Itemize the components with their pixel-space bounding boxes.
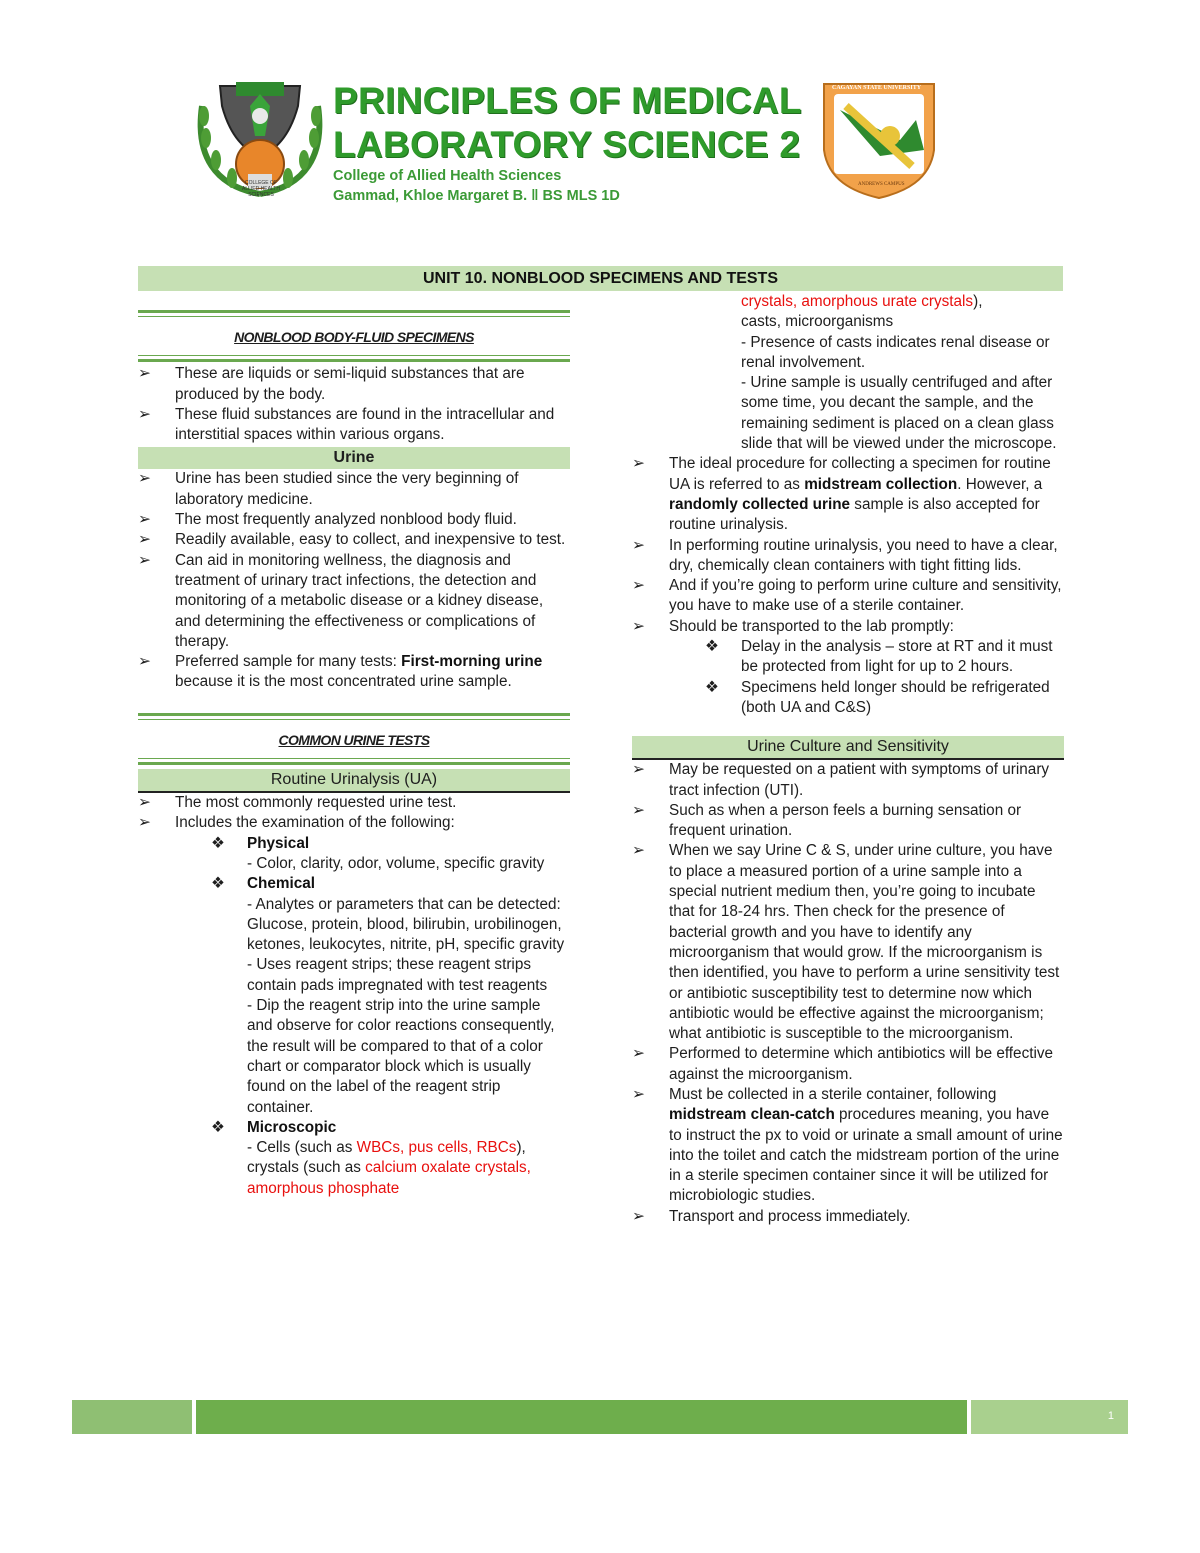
continued-detail: casts, microorganisms — [741, 313, 894, 331]
arrow-bullet-icon: ➢ — [138, 511, 151, 529]
list-item: ➢ These are liquids or semi-liquid substances that are produced by the body. — [138, 365, 525, 403]
arrow-bullet-icon: ➢ — [138, 794, 151, 812]
university-logo — [820, 80, 938, 200]
divider — [138, 310, 570, 313]
arrow-bullet-icon: ➢ — [632, 455, 645, 473]
list-item: ➢ Such as when a person feels a burning sensation or frequent urination. — [632, 801, 1022, 840]
sub-list-item: ❖ Chemical — [138, 874, 570, 894]
divider — [138, 316, 570, 317]
section-heading-nonblood: NONBLOOD BODY-FLUID SPECIMENS — [234, 329, 474, 345]
list-item: ➢ The most commonly requested urine test. — [138, 793, 570, 813]
arrow-bullet-icon: ➢ — [138, 551, 151, 569]
footer-bar-center — [196, 1400, 967, 1434]
list-item: ➢ May be requested on a patient with symptoms of urinary tract infection (UTI). — [632, 761, 1050, 799]
section-bar-culture: Urine Culture and Sensitivity — [632, 736, 1064, 758]
sub-list-item: ❖ Delay in the analysis – store at RT and it must be protected from light for up to 2 hours. — [705, 638, 1053, 676]
arrow-bullet-icon: ➢ — [632, 617, 645, 635]
right-column — [632, 292, 1064, 1227]
list-item: ➢ These fluid substances are found in the intracellular and interstitial spaces within various organs. — [138, 405, 555, 444]
diamond-bullet-icon: ❖ — [211, 875, 225, 893]
arrow-bullet-icon: ➢ — [138, 470, 151, 488]
arrow-bullet-icon: ➢ — [138, 405, 151, 423]
section-heading-common-tests: COMMON URINE TESTS — [278, 731, 430, 748]
divider — [138, 713, 570, 716]
college-name: College of Allied Health Sciences — [333, 168, 562, 184]
list-item: ➢ The most frequently analyzed nonblood body fluid. — [138, 510, 570, 530]
arrow-bullet-icon: ➢ — [138, 365, 151, 383]
sub-list-detail: - Color, clarity, odor, volume, specific gravity — [247, 854, 545, 872]
diamond-bullet-icon: ❖ — [705, 678, 719, 696]
arrow-bullet-icon: ➢ — [632, 1085, 645, 1103]
list-item: ➢ Performed to determine which antibiotics will be effective against the microorganism. — [632, 1045, 1054, 1083]
arrow-bullet-icon: ➢ — [632, 842, 645, 860]
list-item: ➢ Preferred sample for many tests: First-morning urine because it is the most concentrated urine sample. — [138, 653, 543, 691]
author-name: Gammad, Khloe Margaret B. ǁ BS MLS 1D — [333, 188, 620, 204]
sub-list-item: ❖ Physical — [138, 834, 570, 854]
divider — [138, 719, 570, 720]
diamond-bullet-icon: ❖ — [211, 1118, 225, 1136]
section-bar-urinalysis: Routine Urinalysis (UA) — [138, 769, 570, 791]
continued-detail: crystals, amorphous urate crystals), — [741, 293, 983, 310]
divider — [138, 355, 570, 356]
list-item: ➢ Readily available, easy to collect, and inexpensive to test. — [138, 530, 570, 550]
arrow-bullet-icon: ➢ — [632, 801, 645, 819]
list-item: ➢ Should be transported to the lab promptly: — [632, 617, 1064, 637]
list-item: ➢ Must be collected in a sterile container, following midstream clean-catch procedures meaning, you have to instruct the px to void or urinate a small amount of urine into the toilet and catch the midstream portion of the urine in a sterile specimen container since it will be utilized for microbiologic studies. — [632, 1085, 1063, 1205]
sub-list-detail: Glucose, protein, blood, bilirubin, urobilinogen, ketones, leukocytes, nitrite, pH, specific gravity — [247, 915, 565, 954]
divider — [138, 762, 570, 765]
university-logo-text-top: CAGAYAN STATE UNIVERSITY — [832, 85, 922, 91]
section-bar-urine: Urine — [138, 447, 570, 469]
unit-title: UNIT 10. NONBLOOD SPECIMENS AND TESTS — [423, 269, 778, 287]
divider — [138, 359, 570, 362]
list-item: ➢ Transport and process immediately. — [632, 1207, 1064, 1227]
list-item: ➢ Can aid in monitoring wellness, the diagnosis and treatment of urinary tract infections, the detection and monitoring of a metabolic disease or a kidney disease, and determining the effectiveness or complications of therapy. — [138, 551, 544, 650]
arrow-bullet-icon: ➢ — [632, 1045, 645, 1063]
list-item: ➢ Includes the examination of the following: — [138, 813, 570, 833]
sub-list-detail: - Dip the reagent strip into the urine sample and observe for color reactions consequently, the result will be compared to that of a color chart or comparator block which is usually found on the label of the reagent strip container. — [247, 997, 555, 1116]
arrow-bullet-icon: ➢ — [632, 577, 645, 595]
arrow-bullet-icon: ➢ — [632, 1207, 645, 1225]
sub-list-detail: - Uses reagent strips; these reagent strips contain pads impregnated with test reagents — [247, 956, 548, 994]
diamond-bullet-icon: ❖ — [211, 834, 225, 852]
arrow-bullet-icon: ➢ — [632, 536, 645, 554]
arrow-bullet-icon: ➢ — [138, 531, 151, 549]
sub-list-detail: - Analytes or parameters that can be detected: — [247, 895, 561, 913]
unit-title-bar — [138, 266, 1063, 291]
page-number: 1 — [1107, 1410, 1114, 1422]
document-title-line1: PRINCIPLES OF MEDICAL — [333, 80, 802, 121]
divider — [138, 758, 570, 759]
list-item: ➢ In performing routine urinalysis, you need to have a clear, dry, chemically clean containers with tight fitting lids. — [632, 536, 1058, 574]
list-item: ➢ Urine has been studied since the very beginning of laboratory medicine. — [138, 470, 519, 508]
document-title-line2: LABORATORY SCIENCE 2 — [333, 124, 801, 165]
continued-detail: - Urine sample is usually centrifuged and after some time, you decant the sample, and the remaining sediment is placed on a clean glass slide that will be viewed under the microscope. — [741, 374, 1057, 453]
footer-bar-right — [971, 1400, 1128, 1434]
arrow-bullet-icon: ➢ — [632, 761, 645, 779]
list-item: ➢ And if you’re going to perform urine culture and sensitivity, you have to make use of a sterile container. — [632, 577, 1062, 615]
arrow-bullet-icon: ➢ — [138, 814, 151, 832]
continued-detail: - Presence of casts indicates renal disease or renal involvement. — [741, 333, 1050, 371]
arrow-bullet-icon: ➢ — [138, 653, 151, 671]
college-logo-text: COLLEGE OF ALLIED HEALTH SCIENCES — [242, 180, 280, 198]
list-item: ➢ When we say Urine C & S, under urine culture, you have to place a measured portion of a urine sample into a special nutrient medium then, you’re going to incubate that for 18-24 hrs. Then check for the presence of bacterial growth and you have to identify any microorganism that would grow. If the microorganism is then identified, you have to perform a urine sensitivity test or antibiotic susceptibility test to determine now which antibiotic would be effective against the microorganism; what antibiotic is susceptible to the microorganism. — [632, 842, 1060, 1043]
sub-list-item: ❖ Microscopic — [138, 1118, 570, 1138]
diamond-bullet-icon: ❖ — [705, 638, 719, 656]
sub-list-detail: - Cells (such as WBCs, pus cells, RBCs), crystals (such as calcium oxalate crystals, amorphous phosphate — [247, 1139, 531, 1197]
left-column — [138, 310, 570, 1199]
footer-bar-left — [72, 1400, 192, 1434]
list-item: ➢ The ideal procedure for collecting a specimen for routine UA is referred to as midstream collection. However, a randomly collected urine sample is also accepted for routine urinalysis. — [632, 455, 1051, 534]
sub-list-item: ❖ Specimens held longer should be refrigerated (both UA and C&S) — [705, 678, 1050, 716]
university-logo-text-bottom: ANDREWS CAMPUS — [858, 182, 905, 187]
